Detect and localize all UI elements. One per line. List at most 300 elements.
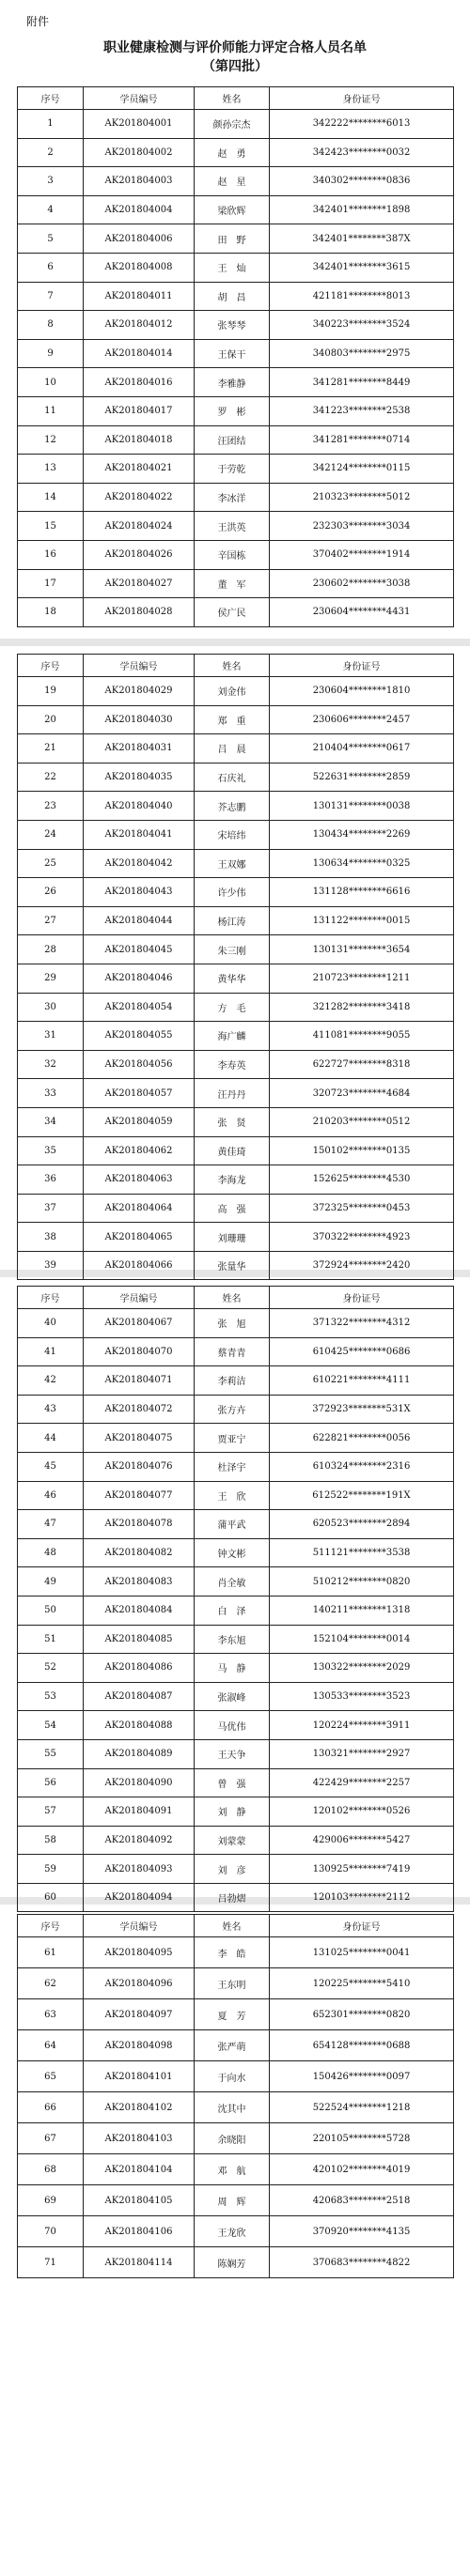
name-cell: 王龙欣: [195, 2216, 270, 2247]
name-cell: 侯广民: [195, 598, 270, 627]
id-number-cell: 130434********2269: [270, 820, 454, 849]
serial-number-cell: 67: [18, 2123, 84, 2154]
serial-number-cell: 54: [18, 1711, 84, 1740]
student-id-cell: AK201804008: [84, 253, 195, 282]
id-number-cell: 422429********2257: [270, 1768, 454, 1797]
table-row: [18, 849, 454, 878]
id-number-cell: 210723********1211: [270, 964, 454, 993]
student-id-cell: AK201804046: [84, 964, 195, 993]
name-header: 姓名: [195, 655, 270, 677]
student-id-cell: AK201804018: [84, 425, 195, 455]
table-row: [18, 1625, 454, 1654]
id-number-cell: 510212********0820: [270, 1567, 454, 1597]
table-row: [18, 2247, 454, 2278]
student-id-cell: AK201804040: [84, 792, 195, 821]
student-id-cell: AK201804084: [84, 1596, 195, 1625]
name-cell: 宋培纬: [195, 820, 270, 849]
table-row: [18, 1050, 454, 1079]
student-id-cell: AK201804003: [84, 167, 195, 196]
id-number-cell: 120224********3911: [270, 1711, 454, 1740]
serial-number-cell: 10: [18, 368, 84, 397]
serial-number-cell: 63: [18, 1999, 84, 2030]
id-number-cell: 152104********0014: [270, 1625, 454, 1654]
name-cell: 于向水: [195, 2061, 270, 2092]
name-cell: 李莉洁: [195, 1366, 270, 1396]
student-id-cell: AK201804082: [84, 1538, 195, 1567]
annex-label: 附件: [26, 15, 50, 28]
serial-number-cell: 2: [18, 138, 84, 167]
serial-number-cell: 59: [18, 1855, 84, 1884]
student-id-cell: AK201804055: [84, 1022, 195, 1051]
serial-number-cell: 1: [18, 110, 84, 139]
name-cell: 刘珊珊: [195, 1223, 270, 1252]
serial-number-cell: 15: [18, 512, 84, 541]
serial-number-cell: 62: [18, 1968, 84, 1999]
serial-number-cell: 32: [18, 1050, 84, 1079]
table-row: [18, 993, 454, 1022]
id-number-cell: 420683********2518: [270, 2185, 454, 2216]
id-number-cell: 150426********0097: [270, 2061, 454, 2092]
serial-number-cell: 48: [18, 1538, 84, 1567]
table-row: [18, 253, 454, 282]
name-cell: 许少伟: [195, 878, 270, 907]
name-cell: 李海龙: [195, 1165, 270, 1195]
id-number-cell: 130634********0325: [270, 849, 454, 878]
table-row: [18, 734, 454, 764]
id-number-cell: 320723********4684: [270, 1079, 454, 1108]
name-cell: 吕 晨: [195, 734, 270, 764]
serial-number-cell: 30: [18, 993, 84, 1022]
student-id-cell: AK201804077: [84, 1481, 195, 1510]
table-row: [18, 1337, 454, 1366]
table-header-row: [18, 1287, 454, 1309]
name-cell: 于劳乾: [195, 455, 270, 484]
serial-number-cell: 35: [18, 1136, 84, 1165]
id-number-cell: 342401********387X: [270, 224, 454, 254]
name-cell: 田 野: [195, 224, 270, 254]
serial-number-cell: 69: [18, 2185, 84, 2216]
student-id-cell: AK201804075: [84, 1424, 195, 1453]
table-row: [18, 455, 454, 484]
id-number-cell: 610425********0686: [270, 1337, 454, 1366]
serial-number-cell: 42: [18, 1366, 84, 1396]
name-cell: 方 毛: [195, 993, 270, 1022]
roster-table: [17, 654, 454, 1280]
student-id-cell: AK201804091: [84, 1797, 195, 1827]
table-row: [18, 677, 454, 706]
serial-number-cell: 17: [18, 569, 84, 598]
id-number-cell: 372325********0453: [270, 1194, 454, 1223]
id-number-cell: 152625********4530: [270, 1165, 454, 1195]
serial-number-cell: 21: [18, 734, 84, 764]
name-cell: 董 军: [195, 569, 270, 598]
name-cell: 马优伟: [195, 1711, 270, 1740]
student-id-cell: AK201804030: [84, 705, 195, 734]
table-row: [18, 1937, 454, 1968]
serial-number-cell: 49: [18, 1567, 84, 1597]
table-row: [18, 1079, 454, 1108]
student-id-cell: AK201804103: [84, 2123, 195, 2154]
table-row: [18, 396, 454, 425]
serial-number-cell: 40: [18, 1309, 84, 1338]
name-cell: 黄华华: [195, 964, 270, 993]
name-cell: 李东旭: [195, 1625, 270, 1654]
table-row: [18, 2185, 454, 2216]
student-id-cell: AK201804035: [84, 763, 195, 792]
name-cell: 王洪英: [195, 512, 270, 541]
id-number-cell: 341281********8449: [270, 368, 454, 397]
student-id-cell: AK201804014: [84, 339, 195, 368]
id-number-cell: 120103********2112: [270, 1883, 454, 1912]
table-row: [18, 1567, 454, 1597]
table-row: [18, 138, 454, 167]
id-number-cell: 210404********0617: [270, 734, 454, 764]
serial-number-cell: 47: [18, 1510, 84, 1539]
id-number-cell: 370683********4822: [270, 2247, 454, 2278]
student-id-cell: AK201804064: [84, 1194, 195, 1223]
student-id-cell: AK201804098: [84, 2030, 195, 2061]
name-cell: 王东明: [195, 1968, 270, 1999]
serial-number-cell: 36: [18, 1165, 84, 1195]
student-id-cell: AK201804090: [84, 1768, 195, 1797]
table-row: [18, 1022, 454, 1051]
serial-number-cell: 18: [18, 598, 84, 627]
name-cell: 曾 强: [195, 1768, 270, 1797]
serial-number-cell: 29: [18, 964, 84, 993]
id-number-cell: 429006********5427: [270, 1826, 454, 1855]
student-id-cell: AK201804041: [84, 820, 195, 849]
table-row: [18, 1797, 454, 1827]
name-cell: 张 旭: [195, 1309, 270, 1338]
name-cell: 周 辉: [195, 2185, 270, 2216]
table-row: [18, 935, 454, 964]
name-cell: 陈娴芳: [195, 2247, 270, 2278]
id-number-cell: 150102********0135: [270, 1136, 454, 1165]
id-number-cell: 131025********0041: [270, 1937, 454, 1968]
name-cell: 蒲平武: [195, 1510, 270, 1539]
name-cell: 王保干: [195, 339, 270, 368]
id-number-header: 身份证号: [270, 87, 454, 110]
table-row: [18, 282, 454, 311]
id-number-cell: 511121********3538: [270, 1538, 454, 1567]
serial-number-cell: 44: [18, 1424, 84, 1453]
name-cell: 刘蒙蒙: [195, 1826, 270, 1855]
name-cell: 吕勃熠: [195, 1883, 270, 1912]
name-cell: 朱三刚: [195, 935, 270, 964]
serial-number-cell: 46: [18, 1481, 84, 1510]
student-id-cell: AK201804022: [84, 483, 195, 512]
student-id-cell: AK201804102: [84, 2092, 195, 2123]
table-row: [18, 792, 454, 821]
name-cell: 杜泽宇: [195, 1452, 270, 1481]
name-cell: 李 皓: [195, 1937, 270, 1968]
serial-number-cell: 65: [18, 2061, 84, 2092]
serial-number-cell: 25: [18, 849, 84, 878]
serial-number-cell: 64: [18, 2030, 84, 2061]
table-row: [18, 1768, 454, 1797]
name-cell: 汪丹丹: [195, 1079, 270, 1108]
student-id-cell: AK201804012: [84, 311, 195, 340]
id-number-cell: 372923********531X: [270, 1395, 454, 1424]
id-number-cell: 130131********3654: [270, 935, 454, 964]
id-number-cell: 370920********4135: [270, 2216, 454, 2247]
student-id-cell: AK201804072: [84, 1395, 195, 1424]
student-id-cell: AK201804057: [84, 1079, 195, 1108]
roster-table-4: [17, 1914, 453, 2278]
student-id-cell: AK201804089: [84, 1739, 195, 1768]
serial-number-cell: 12: [18, 425, 84, 455]
table-row: [18, 339, 454, 368]
id-number-cell: 340803********2975: [270, 339, 454, 368]
name-cell: 赵 勇: [195, 138, 270, 167]
name-cell: 肖全敏: [195, 1567, 270, 1597]
table-row: [18, 512, 454, 541]
student-id-cell: AK201804093: [84, 1855, 195, 1884]
id-number-cell: 371322********4312: [270, 1309, 454, 1338]
student-id-cell: AK201804078: [84, 1510, 195, 1539]
student-id-cell: AK201804044: [84, 906, 195, 935]
roster-table-2: [17, 654, 453, 1280]
student-id-cell: AK201804070: [84, 1337, 195, 1366]
student-id-cell: AK201804114: [84, 2247, 195, 2278]
student-id-cell: AK201804029: [84, 677, 195, 706]
name-cell: 张淑峰: [195, 1682, 270, 1711]
name-cell: 刘 静: [195, 1797, 270, 1827]
id-number-cell: 340223********3524: [270, 311, 454, 340]
name-cell: 张 贤: [195, 1107, 270, 1136]
serial-number-cell: 14: [18, 483, 84, 512]
table-row: [18, 763, 454, 792]
student-id-cell: AK201804024: [84, 512, 195, 541]
table-row: [18, 2216, 454, 2247]
serial-number-cell: 57: [18, 1797, 84, 1827]
student-id-header: 学员编号: [84, 1287, 195, 1309]
name-cell: 黄佳琦: [195, 1136, 270, 1165]
serial-number-cell: 34: [18, 1107, 84, 1136]
name-cell: 蔡青青: [195, 1337, 270, 1366]
name-cell: 高 强: [195, 1194, 270, 1223]
id-number-cell: 411081********9055: [270, 1022, 454, 1051]
name-cell: 海广麟: [195, 1022, 270, 1051]
id-number-cell: 342222********6013: [270, 110, 454, 139]
serial-number-cell: 56: [18, 1768, 84, 1797]
name-cell: 沈其中: [195, 2092, 270, 2123]
student-id-cell: AK201804104: [84, 2154, 195, 2185]
serial-number-cell: 28: [18, 935, 84, 964]
table-row: [18, 1739, 454, 1768]
serial-number-cell: 3: [18, 167, 84, 196]
name-cell: 赵 星: [195, 167, 270, 196]
id-number-cell: 342401********3615: [270, 253, 454, 282]
serial-number-cell: 68: [18, 2154, 84, 2185]
name-cell: 夏 芳: [195, 1999, 270, 2030]
name-cell: 刘 彦: [195, 1855, 270, 1884]
id-number-cell: 342124********0115: [270, 455, 454, 484]
student-id-cell: AK201804021: [84, 455, 195, 484]
serial-number-cell: 33: [18, 1079, 84, 1108]
id-number-cell: 130925********7419: [270, 1855, 454, 1884]
name-cell: 李冰洋: [195, 483, 270, 512]
id-number-cell: 230602********3038: [270, 569, 454, 598]
name-cell: 王 欣: [195, 1481, 270, 1510]
student-id-cell: AK201804026: [84, 540, 195, 569]
id-number-cell: 120225********5410: [270, 1968, 454, 1999]
student-id-cell: AK201804004: [84, 195, 195, 224]
id-number-cell: 340302********0836: [270, 167, 454, 196]
page-subtitle: （第四批）: [202, 59, 268, 74]
roster-table-3: [17, 1286, 453, 1912]
serial-number-cell: 37: [18, 1194, 84, 1223]
name-cell: 汪团结: [195, 425, 270, 455]
table-row: [18, 1452, 454, 1481]
table-row: [18, 964, 454, 993]
serial-number-cell: 51: [18, 1625, 84, 1654]
table-row: [18, 1538, 454, 1567]
table-row: [18, 1682, 454, 1711]
serial-number-cell: 45: [18, 1452, 84, 1481]
id-number-cell: 342401********1898: [270, 195, 454, 224]
table-row: [18, 1654, 454, 1683]
student-id-header: 学员编号: [84, 1915, 195, 1937]
id-number-cell: 522631********2859: [270, 763, 454, 792]
table-row: [18, 1596, 454, 1625]
table-row: [18, 1510, 454, 1539]
serial-number-cell: 11: [18, 396, 84, 425]
serial-number-cell: 52: [18, 1654, 84, 1683]
table-row: [18, 1481, 454, 1510]
id-number-cell: 620523********2894: [270, 1510, 454, 1539]
name-cell: 王 灿: [195, 253, 270, 282]
name-cell: 张严萌: [195, 2030, 270, 2061]
roster-table-1: [17, 86, 453, 627]
name-cell: 王双娜: [195, 849, 270, 878]
id-number-header: 身份证号: [270, 1915, 454, 1937]
table-row: [18, 1136, 454, 1165]
id-number-cell: 370322********4923: [270, 1223, 454, 1252]
id-number-cell: 372924********2420: [270, 1251, 454, 1280]
serial-number-cell: 8: [18, 311, 84, 340]
roster-table: [17, 1286, 454, 1912]
student-id-cell: AK201804056: [84, 1050, 195, 1079]
table-row: [18, 425, 454, 455]
name-header: 姓名: [195, 1915, 270, 1937]
name-cell: 张方卉: [195, 1395, 270, 1424]
serial-number-cell: 22: [18, 763, 84, 792]
name-cell: 钟文彬: [195, 1538, 270, 1567]
student-id-cell: AK201804071: [84, 1366, 195, 1396]
table-row: [18, 1395, 454, 1424]
name-cell: 白 泽: [195, 1596, 270, 1625]
table-row: [18, 2030, 454, 2061]
serial-number-header: 序号: [18, 87, 84, 110]
name-header: 姓名: [195, 87, 270, 110]
table-header-row: [18, 655, 454, 677]
table-row: [18, 1968, 454, 1999]
table-row: [18, 820, 454, 849]
id-number-cell: 232303********3034: [270, 512, 454, 541]
student-id-cell: AK201804085: [84, 1625, 195, 1654]
serial-number-cell: 19: [18, 677, 84, 706]
serial-number-cell: 60: [18, 1883, 84, 1912]
table-row: [18, 2092, 454, 2123]
id-number-cell: 140211********1318: [270, 1596, 454, 1625]
id-number-cell: 654128********0688: [270, 2030, 454, 2061]
serial-number-cell: 20: [18, 705, 84, 734]
table-row: [18, 1366, 454, 1396]
page-title: 职业健康检测与评价师能力评定合格人员名单: [103, 40, 367, 55]
serial-number-cell: 23: [18, 792, 84, 821]
student-id-cell: AK201804011: [84, 282, 195, 311]
name-cell: 颜孙宗杰: [195, 110, 270, 139]
table-row: [18, 1309, 454, 1338]
id-number-cell: 230604********4431: [270, 598, 454, 627]
table-row: [18, 1251, 454, 1280]
id-number-cell: 130321********2927: [270, 1739, 454, 1768]
name-cell: 芥志鹏: [195, 792, 270, 821]
table-row: [18, 878, 454, 907]
table-row: [18, 1165, 454, 1195]
student-id-cell: AK201804067: [84, 1309, 195, 1338]
serial-number-cell: 58: [18, 1826, 84, 1855]
id-number-cell: 230606********2457: [270, 705, 454, 734]
name-cell: 刘金伟: [195, 677, 270, 706]
table-row: [18, 368, 454, 397]
name-cell: 贾亚宁: [195, 1424, 270, 1453]
id-number-cell: 622821********0056: [270, 1424, 454, 1453]
serial-number-cell: 9: [18, 339, 84, 368]
table-row: [18, 110, 454, 139]
name-cell: 马 静: [195, 1654, 270, 1683]
serial-number-cell: 71: [18, 2247, 84, 2278]
roster-table: [17, 86, 454, 627]
serial-number-cell: 53: [18, 1682, 84, 1711]
serial-number-header: 序号: [18, 655, 84, 677]
serial-number-cell: 13: [18, 455, 84, 484]
student-id-cell: AK201804006: [84, 224, 195, 254]
serial-number-cell: 66: [18, 2092, 84, 2123]
serial-number-cell: 24: [18, 820, 84, 849]
table-row: [18, 1194, 454, 1223]
table-row: [18, 1883, 454, 1912]
id-number-cell: 130131********0038: [270, 792, 454, 821]
serial-number-cell: 70: [18, 2216, 84, 2247]
id-number-cell: 622727********8318: [270, 1050, 454, 1079]
student-id-cell: AK201804028: [84, 598, 195, 627]
id-number-cell: 210323********5012: [270, 483, 454, 512]
student-id-cell: AK201804002: [84, 138, 195, 167]
serial-number-cell: 31: [18, 1022, 84, 1051]
id-number-cell: 230604********1810: [270, 677, 454, 706]
name-cell: 石庆礼: [195, 763, 270, 792]
student-id-cell: AK201804076: [84, 1452, 195, 1481]
student-id-cell: AK201804096: [84, 1968, 195, 1999]
table-row: [18, 195, 454, 224]
student-id-cell: AK201804083: [84, 1567, 195, 1597]
name-cell: 余晓阳: [195, 2123, 270, 2154]
table-row: [18, 483, 454, 512]
id-number-cell: 522524********1218: [270, 2092, 454, 2123]
student-id-cell: AK201804031: [84, 734, 195, 764]
id-number-cell: 130533********3523: [270, 1682, 454, 1711]
student-id-cell: AK201804016: [84, 368, 195, 397]
table-header-row: [18, 87, 454, 110]
student-id-cell: AK201804088: [84, 1711, 195, 1740]
id-number-cell: 220105********5728: [270, 2123, 454, 2154]
serial-number-header: 序号: [18, 1287, 84, 1309]
table-row: [18, 2061, 454, 2092]
table-row: [18, 1855, 454, 1884]
name-cell: 杨江涛: [195, 906, 270, 935]
